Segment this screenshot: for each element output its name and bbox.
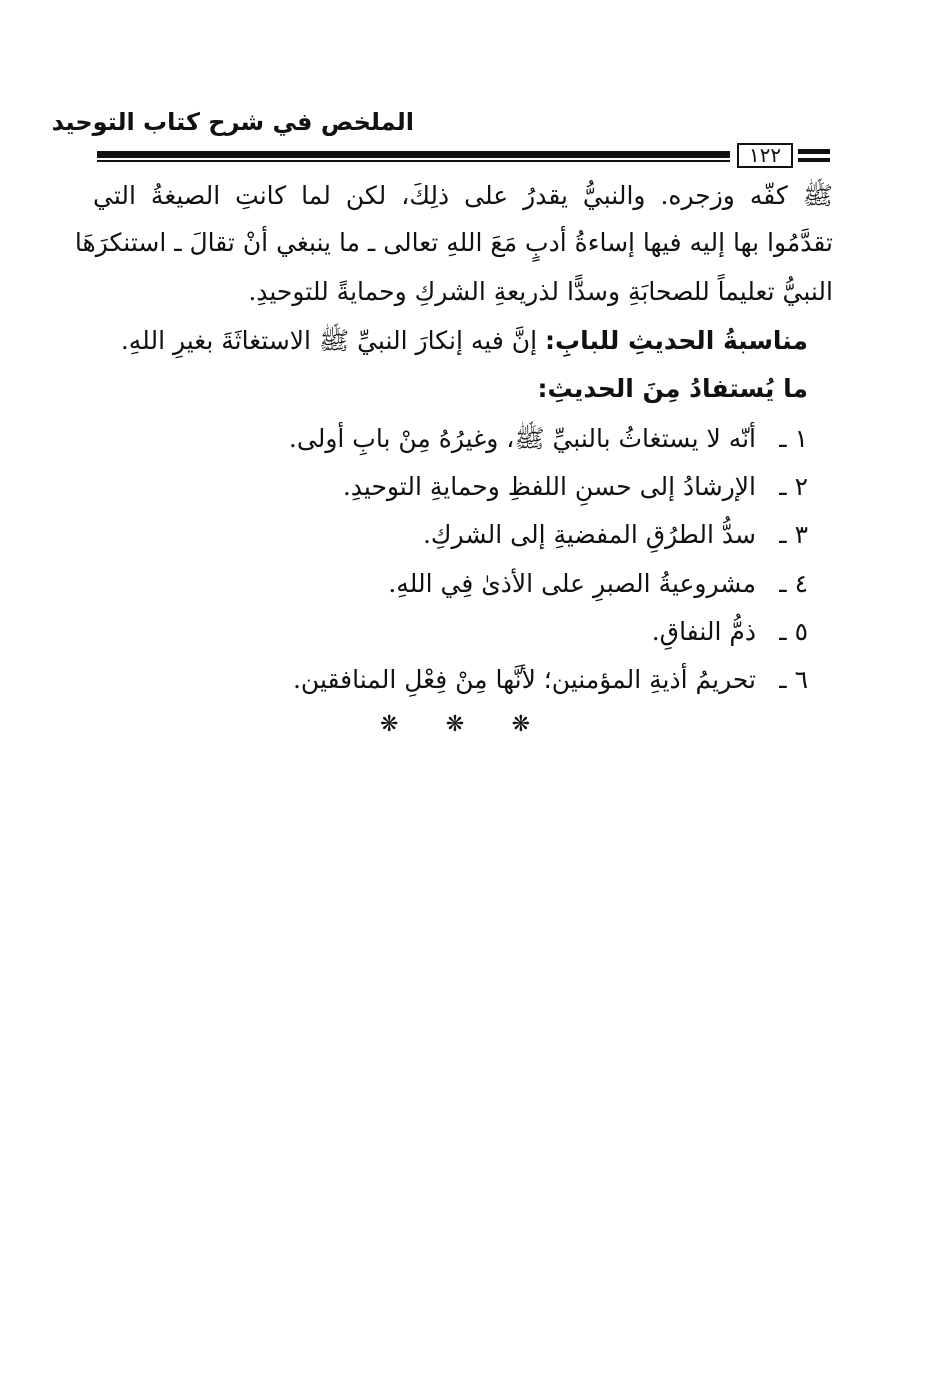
list-item-number: ٢ ـ xyxy=(779,472,808,501)
list-item-number: ٣ ـ xyxy=(779,520,808,549)
list-item-number: ٤ ـ xyxy=(779,569,808,598)
paragraph-line-2: تقدَّمُوا بها إليه فيها إساءةُ أدبٍ مَعَ اللهِ تعالى ـ ما ينبغي أنْ تقالَ ـ استنكرَهَا xyxy=(74,228,833,257)
list-item-text: سدُّ الطرُقِ المفضيةِ إلى الشركِ. xyxy=(422,520,756,549)
asterism-icon: ❋ xyxy=(511,712,530,737)
list-item-number: ١ ـ xyxy=(779,424,808,453)
paragraph-line-3: النبيُّ تعليماً للصحابَةِ وسدًّا لذريعةِ الشركِ وحمايةً للتوحيدِ. xyxy=(248,277,833,306)
list-item xyxy=(388,569,808,598)
asterism-icon: ❋ xyxy=(380,712,399,737)
benefits-heading: ما يُستفادُ مِنَ الحديثِ: xyxy=(537,374,808,403)
list-item xyxy=(343,472,808,501)
page-number: ١٢٢ xyxy=(737,143,793,168)
asterism-icon: ❋ xyxy=(445,712,465,737)
header-rule-thin xyxy=(97,160,730,162)
running-header-title: الملخص في شرح كتاب التوحيد xyxy=(51,108,414,136)
list-item-number: ٦ ـ xyxy=(779,665,808,694)
list-item xyxy=(289,423,808,460)
header-dash-bottom xyxy=(798,158,830,162)
list-item-number: ٥ ـ xyxy=(779,617,808,646)
relevance-label: مناسبةُ الحديثِ للبابِ: xyxy=(544,326,808,355)
header-dash-top xyxy=(798,149,830,154)
list-item-text: مشروعيةُ الصبرِ على الأذىٰ فِي اللهِ. xyxy=(388,569,756,598)
relevance-line xyxy=(121,325,808,362)
list-item-text: ذمُّ النفاقِ. xyxy=(651,617,756,646)
relevance-text: إنَّ فيه إنكارَ النبيِّ ﷺ الاستغاثَةَ بغيرِ اللهِ. xyxy=(120,326,545,355)
header-rule-thick xyxy=(97,151,730,158)
list-item xyxy=(652,617,808,646)
list-item xyxy=(293,665,808,694)
paragraph-line-1: ﷺ كفّه وزجره. والنبيُّ يقدرُ على ذلِكَ، لكن لما كانتِ الصيغةُ التي xyxy=(93,181,833,210)
list-item-text: تحريمُ أذيةِ المؤمنين؛ لأنَّها مِنْ فِعْلِ المنافقين. xyxy=(292,665,756,694)
list-item-text: الإرشادُ إلى حسنِ اللفظِ وحمايةِ التوحيدِ. xyxy=(342,472,756,501)
list-item-text: أنّه لا يستغاثُ بالنبيِّ ﷺ، وغيرُهُ مِنْ بابِ أولى. xyxy=(288,424,756,453)
section-separator xyxy=(380,712,530,737)
list-item xyxy=(423,520,808,549)
